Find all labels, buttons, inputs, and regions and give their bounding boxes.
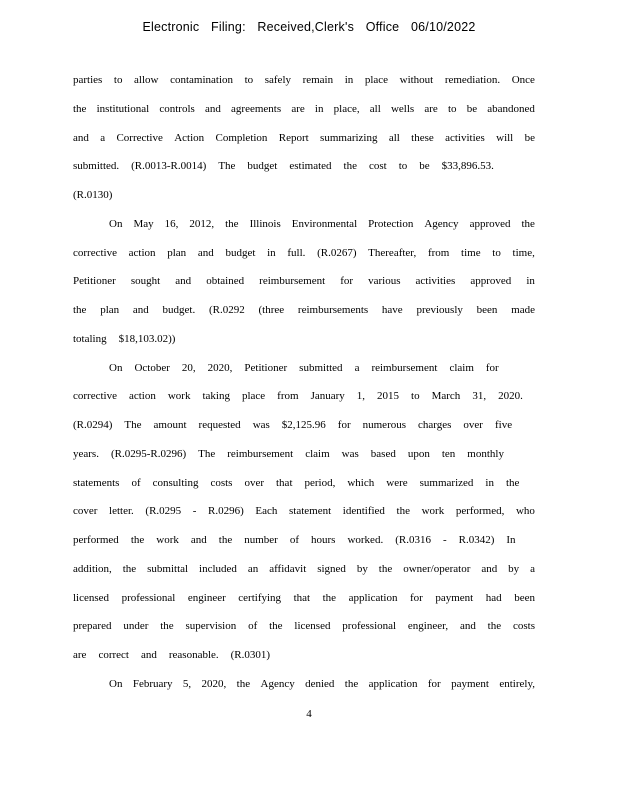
word: engineer: [187, 591, 226, 604]
word: estimated: [289, 160, 332, 173]
word: -: [442, 534, 447, 546]
word: -: [192, 505, 197, 518]
word: all: [369, 102, 381, 115]
text-line: [73, 501, 535, 530]
word: (R.0316: [395, 534, 431, 546]
word: have: [381, 304, 403, 316]
word: these: [411, 131, 434, 144]
word: to: [398, 160, 408, 173]
word: to: [113, 74, 123, 86]
word: Environmental: [291, 217, 358, 230]
word: to: [244, 74, 254, 86]
word: to: [492, 246, 501, 259]
word: denied: [305, 677, 335, 690]
text-line: [73, 329, 535, 358]
word: amount: [153, 419, 187, 431]
text-line: [73, 588, 535, 617]
word: 1,: [356, 390, 366, 403]
word: identified: [342, 505, 385, 518]
word: The: [198, 447, 216, 460]
word: Agency: [424, 217, 459, 230]
word: R.0296): [208, 505, 244, 518]
word: are: [291, 102, 305, 115]
word: March: [431, 390, 461, 403]
word: full.: [287, 246, 306, 259]
word: consulting: [152, 476, 199, 489]
word: the: [521, 217, 535, 230]
word: were: [386, 476, 408, 489]
word: Thereafter,: [368, 246, 417, 259]
text-line: [73, 645, 535, 674]
word: reimbursement: [371, 361, 438, 374]
word: by: [508, 562, 520, 575]
word: $18,103.02)): [118, 332, 176, 345]
word: remain: [302, 74, 334, 86]
word: (R.0295-R.0296): [110, 447, 187, 460]
word: licensed: [294, 620, 331, 633]
word: requested: [198, 419, 241, 431]
word: statement: [289, 505, 332, 518]
word: On: [109, 217, 123, 230]
word: supervision: [185, 620, 237, 633]
text-line: [73, 243, 535, 272]
word: In: [506, 534, 516, 546]
word: and: [204, 102, 221, 115]
word: (R.0301): [230, 649, 271, 661]
word: work: [156, 534, 179, 546]
word: Report: [278, 131, 309, 144]
word: Illinois: [249, 217, 281, 230]
word: without: [399, 74, 434, 86]
word: professional: [342, 620, 397, 633]
word: and: [481, 562, 498, 575]
text-line: [73, 358, 535, 387]
word: time: [461, 246, 481, 259]
word: abandoned: [487, 102, 535, 115]
word: application: [368, 677, 418, 690]
word: which: [347, 476, 375, 489]
word: affidavit: [269, 562, 307, 575]
word: claim: [449, 361, 474, 374]
word: from: [277, 390, 299, 403]
word: correct: [98, 649, 129, 661]
word: the: [236, 677, 251, 690]
word: reimbursement: [227, 447, 294, 460]
word: payment: [435, 591, 474, 604]
word: 31,: [472, 390, 487, 403]
word: 2020.: [498, 390, 523, 403]
word: summarizing: [320, 131, 378, 144]
word: and: [190, 534, 207, 546]
word: Each: [255, 505, 278, 518]
word: agreements: [231, 102, 282, 115]
word: be: [466, 102, 478, 115]
word: from: [427, 246, 450, 259]
word: in: [526, 275, 535, 288]
word: are: [73, 649, 87, 661]
word: (R.0294): [73, 419, 113, 431]
word: safely: [264, 74, 291, 86]
word: October: [134, 361, 170, 374]
word: and: [459, 620, 476, 633]
word: summarized: [419, 476, 474, 489]
word: for: [410, 591, 423, 604]
word: $2,125.96: [281, 419, 326, 431]
word: addition,: [73, 562, 112, 575]
word: the: [322, 591, 337, 604]
word: of: [131, 476, 141, 489]
word: Once: [511, 74, 535, 86]
word: Protection: [368, 217, 414, 230]
text-line: [73, 271, 535, 300]
word: On: [109, 361, 123, 374]
word: in: [485, 476, 494, 489]
word: the: [122, 562, 137, 575]
word: of: [248, 620, 258, 633]
word: the: [160, 620, 174, 633]
word: under: [123, 620, 149, 633]
text-line: [73, 99, 535, 128]
word: and: [73, 131, 89, 144]
word: payment: [451, 677, 489, 690]
word: be: [419, 160, 430, 173]
word: the: [343, 160, 357, 173]
word: claim: [305, 447, 330, 460]
word: parties: [73, 74, 103, 86]
word: in: [267, 246, 276, 259]
word: budget.: [162, 304, 196, 316]
word: institutional: [96, 102, 150, 115]
word: the: [378, 562, 393, 575]
word: made: [511, 304, 535, 316]
word: over: [244, 476, 264, 489]
text-line: [73, 70, 535, 99]
word: 16,: [164, 217, 179, 230]
word: for: [340, 275, 354, 288]
word: remediation.: [444, 74, 501, 86]
word: reimbursement: [259, 275, 326, 288]
word: Action: [174, 131, 205, 144]
word: On: [109, 677, 123, 690]
word: plan: [100, 304, 120, 316]
word: by: [356, 562, 368, 575]
word: for: [337, 419, 351, 431]
word: place,: [333, 102, 360, 115]
word: years.: [73, 447, 99, 460]
word: costs: [512, 620, 535, 633]
word: (R.0013-R.0014): [131, 160, 207, 173]
word: 2020,: [207, 361, 233, 374]
word: performed,: [455, 505, 505, 518]
word: The: [218, 160, 236, 173]
word: cost: [368, 160, 387, 173]
word: was: [252, 419, 270, 431]
word: performed: [73, 534, 119, 546]
word: The: [124, 419, 142, 431]
word: over: [463, 419, 483, 431]
word: number: [244, 534, 278, 546]
word: Agency: [260, 677, 295, 690]
word: contamination: [170, 74, 234, 86]
word: costs: [210, 476, 233, 489]
word: letter.: [109, 505, 134, 518]
word: corrective: [73, 246, 117, 259]
word: based: [370, 447, 396, 460]
word: in: [344, 74, 354, 86]
word: cover: [73, 505, 98, 518]
word: place: [364, 74, 389, 86]
word: reimbursements: [297, 304, 369, 316]
word: been: [514, 591, 535, 604]
word: and: [140, 649, 157, 661]
word: January: [310, 390, 345, 403]
word: who: [515, 505, 535, 518]
word: for: [427, 677, 441, 690]
word: action: [128, 246, 156, 259]
word: approved: [469, 217, 511, 230]
word: the: [344, 677, 359, 690]
word: professional: [121, 591, 176, 604]
word: sought: [130, 275, 161, 288]
text-line: [73, 128, 535, 157]
word: 5,: [182, 677, 192, 690]
word: the: [225, 217, 239, 230]
word: controls: [159, 102, 195, 115]
word: a: [354, 361, 360, 374]
text-line: [73, 156, 535, 185]
word: May: [133, 217, 154, 230]
word: budget: [247, 160, 278, 173]
word: approved: [470, 275, 512, 288]
word: (R.0130): [73, 189, 113, 201]
word: 2020,: [201, 677, 227, 690]
word: in: [314, 102, 324, 115]
page-number: 4: [306, 708, 312, 720]
word: action: [128, 390, 156, 403]
word: numerous: [362, 419, 407, 431]
word: are: [424, 102, 438, 115]
word: wells: [390, 102, 415, 115]
word: upon: [407, 447, 430, 460]
text-line: [73, 386, 535, 415]
word: be: [524, 131, 535, 144]
word: licensed: [73, 591, 110, 604]
word: submitted: [299, 361, 343, 374]
word: and: [132, 304, 149, 316]
word: ten: [441, 447, 456, 460]
word: all: [388, 131, 400, 144]
word: statements: [73, 476, 120, 489]
word: (three: [258, 304, 285, 316]
word: to: [447, 102, 457, 115]
word: signed: [317, 562, 346, 575]
word: the: [73, 304, 87, 316]
word: budget: [225, 246, 256, 259]
text-line: [73, 473, 535, 502]
word: work: [421, 505, 445, 518]
text-line: [73, 185, 535, 214]
word: activities: [445, 131, 485, 144]
word: place: [241, 390, 266, 403]
word: a: [530, 562, 535, 575]
word: charges: [418, 419, 452, 431]
word: the: [269, 620, 283, 633]
word: had: [485, 591, 502, 604]
word: the: [396, 505, 410, 518]
word: submittal: [147, 562, 189, 575]
word: of: [289, 534, 299, 546]
word: entirely,: [499, 677, 535, 690]
word: for: [485, 361, 499, 374]
word: time,: [512, 246, 535, 259]
word: monthly: [467, 447, 504, 460]
word: included: [199, 562, 237, 575]
word: Petitioner: [73, 275, 116, 288]
word: five: [494, 419, 513, 431]
word: 20,: [181, 361, 196, 374]
word: an: [247, 562, 259, 575]
text-line: [73, 559, 535, 588]
text-line: [73, 530, 535, 559]
word: engineer,: [407, 620, 449, 633]
text-line: [73, 674, 535, 703]
word: the: [218, 534, 233, 546]
word: the: [73, 102, 87, 115]
word: corrective: [73, 390, 117, 403]
word: Petitioner: [244, 361, 288, 374]
word: owner/operator: [403, 562, 471, 575]
word: totaling: [73, 332, 107, 345]
word: worked.: [347, 534, 384, 546]
word: prepared: [73, 620, 112, 633]
word: hours: [311, 534, 336, 546]
filing-stamp-header: Electronic Filing: Received,Clerk's Office 06/10/2022: [142, 20, 476, 34]
word: the: [487, 620, 502, 633]
word: the: [130, 534, 145, 546]
text-line: [73, 214, 535, 243]
word: (R.0267): [317, 246, 357, 259]
word: previously: [416, 304, 463, 316]
word: and: [175, 275, 192, 288]
word: February: [132, 677, 173, 690]
word: period,: [304, 476, 336, 489]
document-body: [73, 70, 535, 703]
word: (R.0292: [209, 304, 245, 316]
word: Completion: [215, 131, 268, 144]
word: 2015: [377, 390, 400, 403]
word: activities: [415, 275, 456, 288]
text-line: [73, 616, 535, 645]
text-line: [73, 444, 535, 473]
word: reasonable.: [168, 649, 219, 661]
word: plan: [167, 246, 187, 259]
word: various: [368, 275, 401, 288]
word: to: [411, 390, 420, 403]
word: Corrective: [116, 131, 163, 144]
word: application: [348, 591, 398, 604]
word: work: [167, 390, 191, 403]
word: that: [293, 591, 311, 604]
word: $33,896.53.: [441, 160, 494, 173]
word: will: [496, 131, 514, 144]
word: 2012,: [189, 217, 215, 230]
text-line: [73, 300, 535, 329]
word: R.0342): [458, 534, 495, 546]
word: (R.0295: [145, 505, 182, 518]
word: that: [276, 476, 293, 489]
word: allow: [134, 74, 159, 86]
word: taking: [202, 390, 230, 403]
word: a: [100, 131, 106, 144]
word: and: [197, 246, 214, 259]
word: was: [341, 447, 359, 460]
word: been: [476, 304, 498, 316]
word: obtained: [206, 275, 245, 288]
word: the: [505, 476, 520, 489]
text-line: [73, 415, 535, 444]
word: certifying: [238, 591, 282, 604]
word: submitted.: [73, 160, 120, 173]
